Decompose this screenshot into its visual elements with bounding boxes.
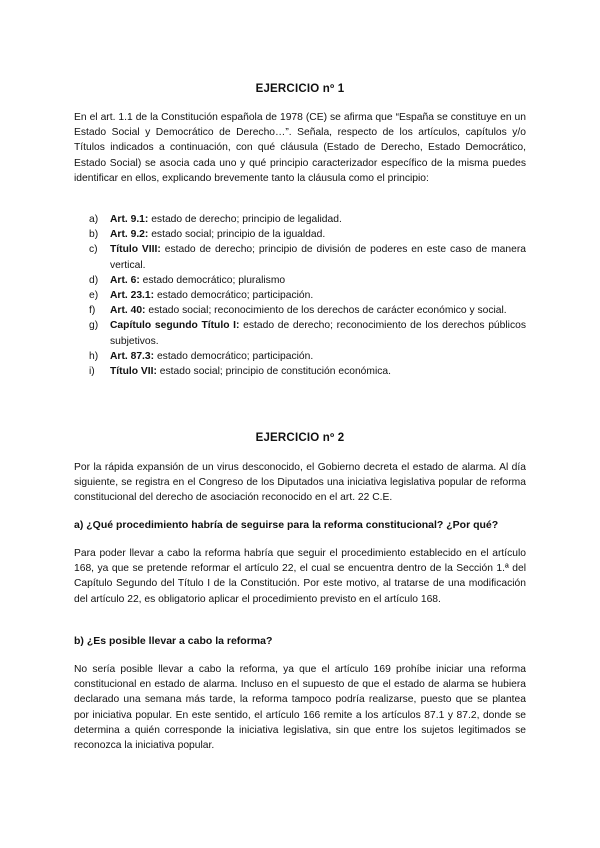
exercise-1-title: EJERCICIO nº 1 — [255, 83, 345, 95]
list-item — [74, 227, 526, 242]
item-text: estado social; principio de la igualdad. — [148, 229, 326, 241]
item-label: Art. 23.1: — [110, 290, 155, 302]
list-marker: d) — [89, 274, 99, 286]
exercise-2-title: EJERCICIO nº 2 — [255, 432, 345, 444]
exercise-1-intro: En el art. 1.1 de la Constitución española de 1978 (CE) se afirma que “España se constituye en un Estado Social y Democrático de Derecho…”. Señala, respecto de los artículos, capítulos y/o Títulos indicados a continuación, con qué cláusula (Estado de Derecho, Estado Democrático, Estado Social) se asocia cada uno y qué principio caracterizador específico de la misma puedes identificar en ellos, explicando brevemente tanto la cláusula como el principio: — [74, 112, 526, 184]
item-text: estado social; principio de constitución económica. — [156, 366, 392, 378]
list-marker: g) — [89, 320, 99, 332]
item-label: Art. 87.3: — [110, 350, 155, 362]
list-marker: i) — [89, 366, 95, 378]
list-marker: c) — [89, 244, 98, 256]
list-marker: e) — [89, 290, 99, 302]
item-text: estado democrático; participación. — [154, 350, 314, 362]
answer-b: No sería posible llevar a cabo la reforma, ya que el artículo 169 prohíbe iniciar una reforma constitucional en estado de alarma. Incluso en el supuesto de que el estado de alarma se hubiera declarado una semana más tarde, la reforma tampoco podría realizarse, puesto que se plantea por iniciativa popular. En este sentido, el artículo 166 remite a los artículos 87.1 y 87.2, donde se determina a quién corresponde la iniciativa legislativa, sin que entre los sujetos legitimados se reconozca la iniciativa popular. — [74, 664, 526, 752]
list-marker: f) — [89, 305, 96, 317]
item-label: Título VII: — [110, 366, 157, 378]
question-a: a) ¿Qué procedimiento habría de seguirse para la reforma constitucional? ¿Por qué? — [74, 519, 499, 531]
list-item — [74, 212, 526, 227]
list-marker: a) — [89, 214, 99, 225]
item-label: Art. 40: — [110, 305, 146, 317]
list-item — [74, 349, 526, 364]
list-item — [74, 303, 526, 318]
item-text: estado democrático; pluralismo — [139, 274, 286, 286]
answer-a: Para poder llevar a cabo la reforma habría que seguir el procedimiento establecido en el artículo 168, ya que se pretende reformar el artículo 22, el cual se encuentra dentro de la Sección 1.ª del Capítulo Segundo del Título I de la Constitución. Por este motivo, al tratarse de una modificación del artículo 22, es obligatorio aplicar el procedimiento previsto en el artículo 168. — [74, 548, 526, 605]
item-label: Capítulo segundo Título I: — [110, 320, 240, 332]
item-text: estado de derecho; reconocimiento de los derechos públicos subjetivos. — [110, 320, 526, 347]
item-text: estado de derecho; principio de legalidad. — [148, 214, 342, 225]
item-label: Art. 9.2: — [110, 229, 149, 241]
item-label: Art. 6: — [110, 274, 140, 286]
list-item — [74, 364, 526, 379]
list-item — [74, 242, 526, 272]
list-marker: b) — [89, 229, 99, 241]
list-item — [74, 273, 526, 288]
list-item — [74, 288, 526, 303]
list-item — [74, 318, 526, 348]
exercise-1-list — [74, 212, 526, 379]
item-label: Título VIII: — [110, 244, 161, 256]
item-text: estado social; reconocimiento de los derechos de carácter económico y social. — [145, 305, 507, 317]
exercise-2-intro: Por la rápida expansión de un virus desconocido, el Gobierno decreta el estado de alarma. Al día siguiente, se registra en el Congreso de los Diputados una iniciativa legislativa popular de reforma constitucional del derecho de asociación reconocido en el art. 22 C.E. — [74, 462, 526, 504]
question-b: b) ¿Es posible llevar a cabo la reforma? — [74, 635, 273, 647]
list-marker: h) — [89, 350, 99, 362]
item-text: estado democrático; participación. — [154, 290, 314, 302]
item-text: estado de derecho; principio de división de poderes en este caso de manera vertical. — [110, 244, 527, 271]
item-label: Art. 9.1: — [110, 214, 149, 225]
